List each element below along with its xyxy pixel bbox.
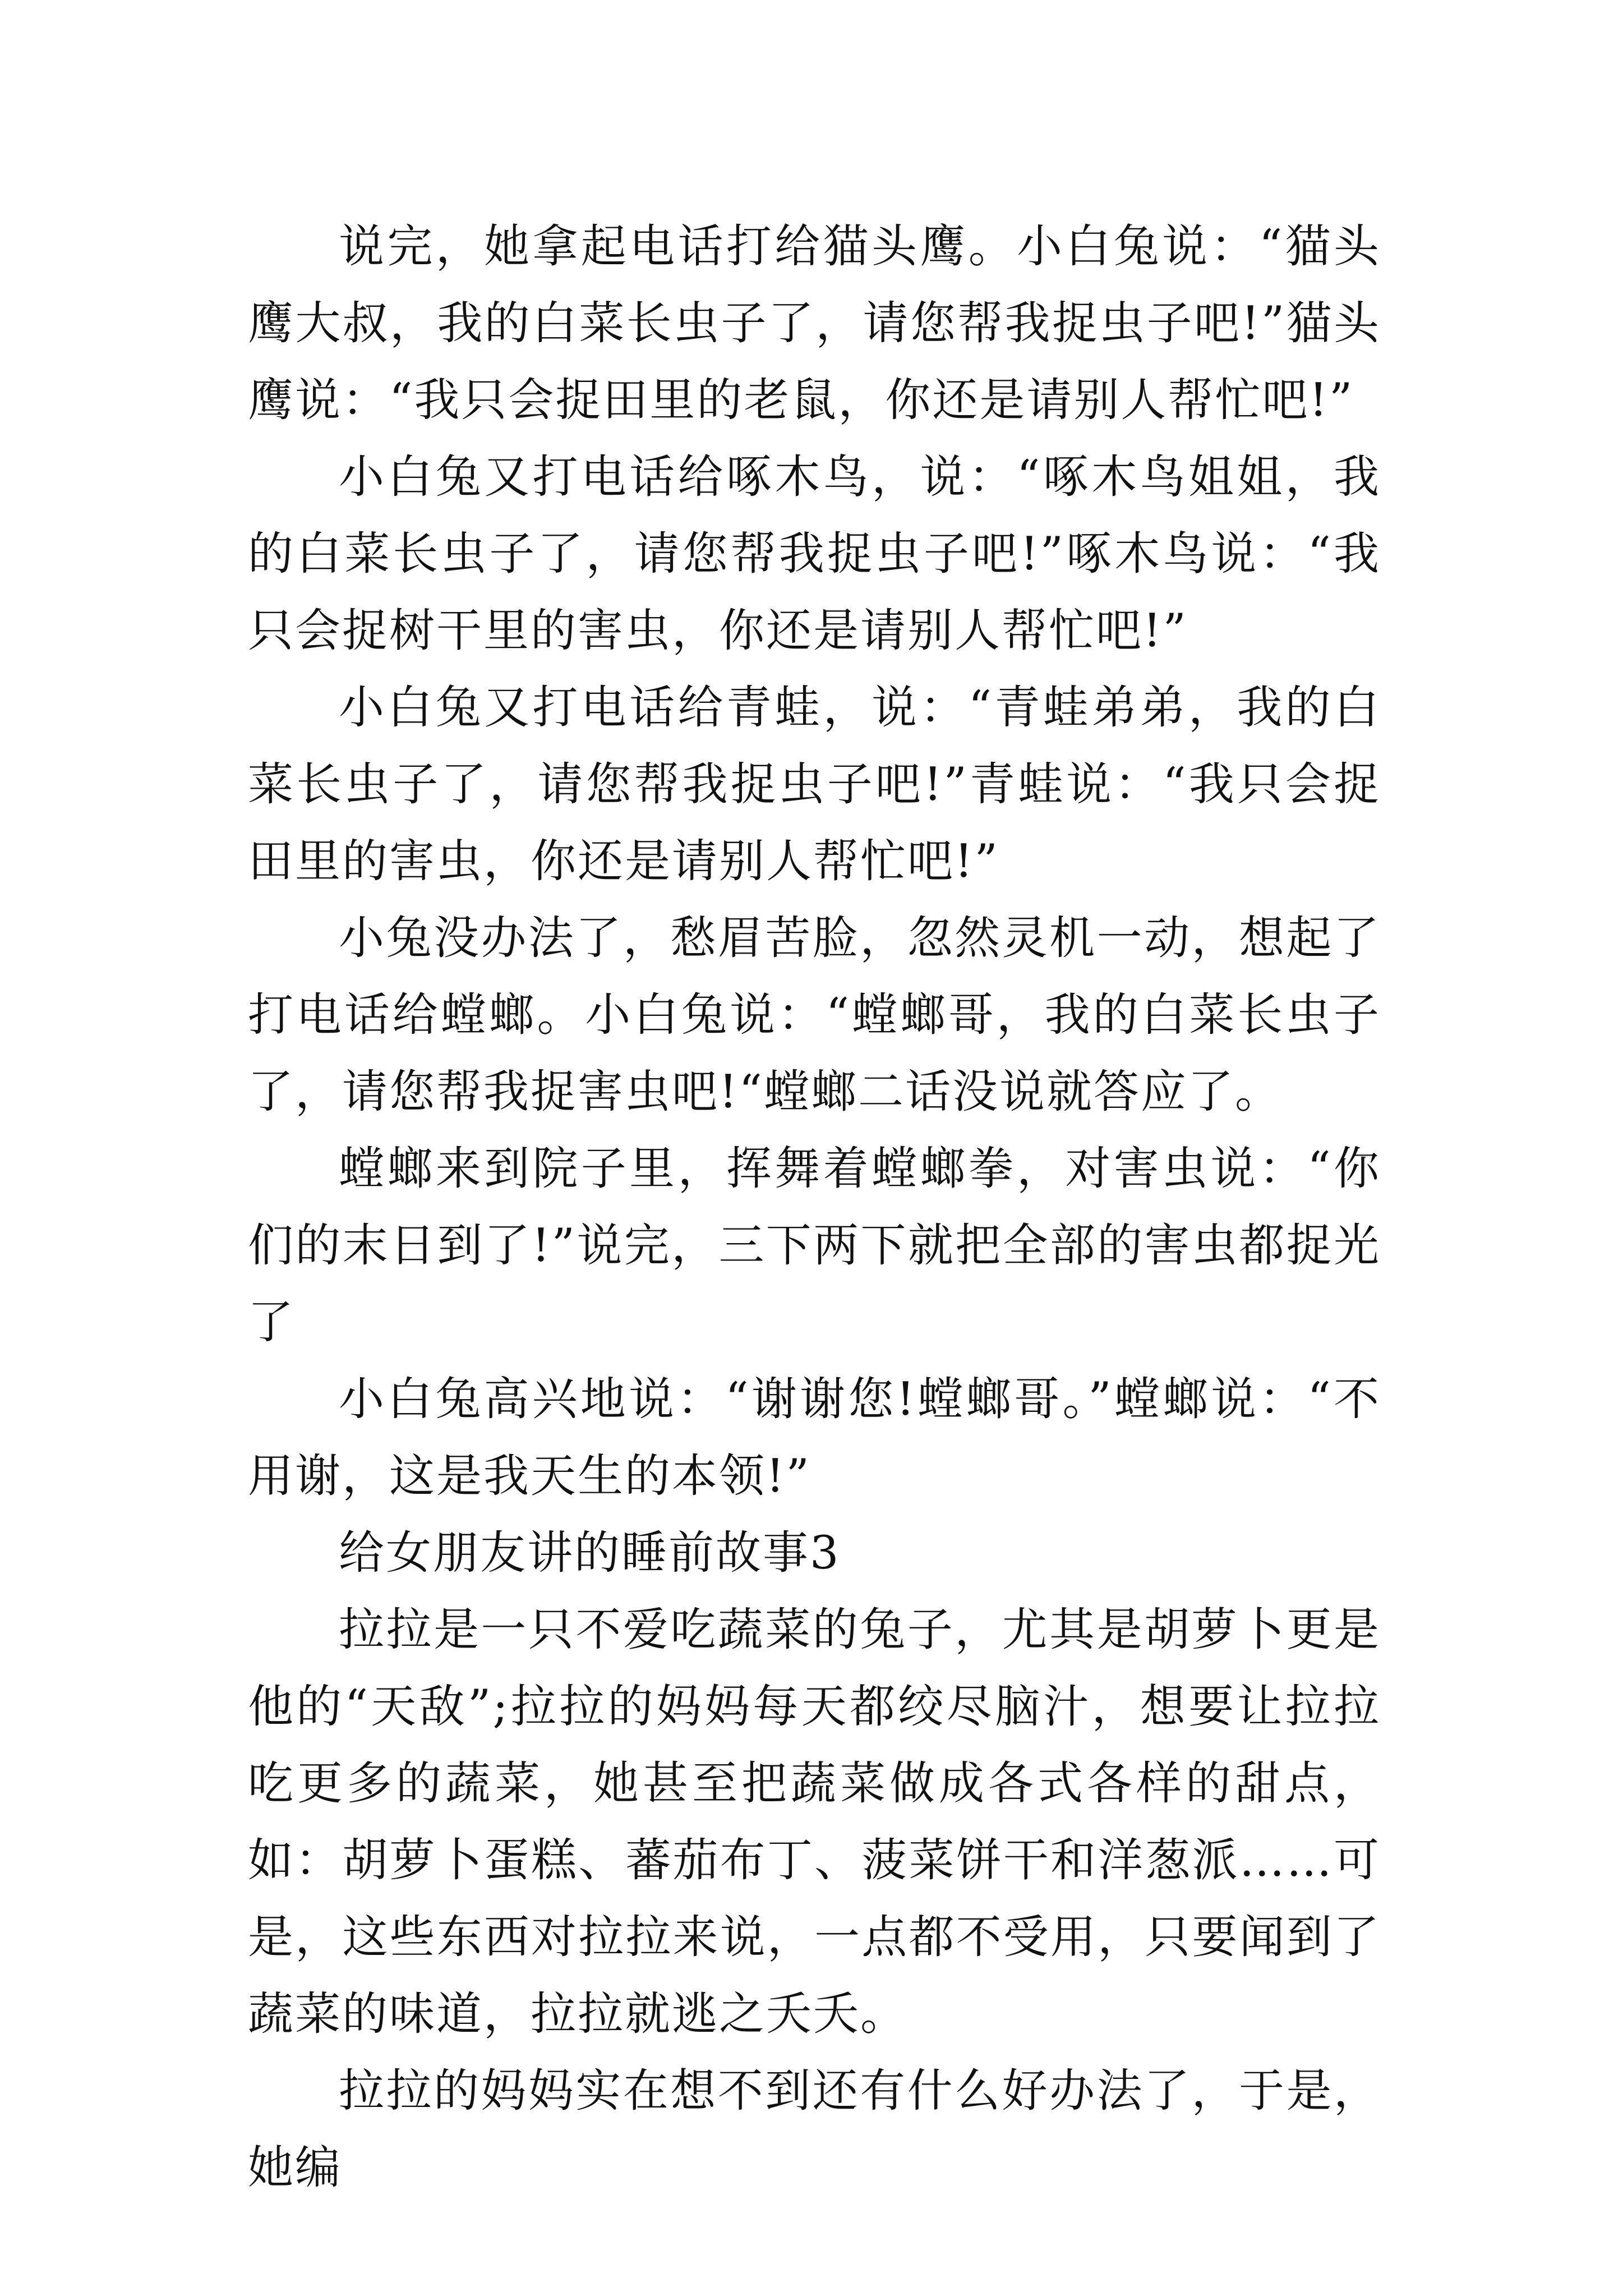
- paragraph: 螳螂来到院子里，挥舞着螳螂拳，对害虫说：“你们的末日到了!”说完，三下两下就把全部的害虫都捉光了: [248, 1143, 1381, 1349]
- paragraph: 拉拉的妈妈实在想不到还有什么好办法了，于是，她编: [248, 2065, 1381, 2194]
- document-body: [248, 209, 1381, 2207]
- paragraph: 小兔没办法了，愁眉苦脸，忽然灵机一动，想起了打电话给螳螂。小白兔说：“螳螂哥，我的白菜长虫子了，请您帮我捉害虫吧!“螳螂二话没说就答应了。: [248, 912, 1381, 1119]
- paragraph: 小白兔又打电话给啄木鸟，说：“啄木鸟姐姐，我的白菜长虫子了，请您帮我捉虫子吧!”啄木鸟说：“我只会捉树干里的害虫，你还是请别人帮忙吧!”: [248, 451, 1381, 657]
- paragraph: 小白兔又打电话给青蛙，说：“青蛙弟弟，我的白菜长虫子了，请您帮我捉虫子吧!”青蛙说：“我只会捉田里的害虫，你还是请别人帮忙吧!”: [248, 682, 1381, 888]
- paragraph: 拉拉是一只不爱吃蔬菜的兔子，尤其是胡萝卜更是他的“天敌”;拉拉的妈妈每天都绞尽脑汁，想要让拉拉吃更多的蔬菜，她甚至把蔬菜做成各式各样的甜点，如：胡萝卜蛋糕、蕃茄布丁、菠菜饼干和洋葱派……可是，这些东西对拉拉来说，一点都不受用，只要闻到了蔬菜的味道，拉拉就逃之夭夭。: [248, 1604, 1381, 2041]
- section-title: 给女朋友讲的睡前故事3: [339, 1527, 841, 1580]
- paragraph: 小白兔高兴地说：“谢谢您!螳螂哥。”螳螂说：“不用谢，这是我天生的本领!”: [248, 1373, 1381, 1503]
- paragraph: 说完，她拿起电话打给猫头鹰。小白兔说：“猫头鹰大叔，我的白菜长虫子了，请您帮我捉虫子吧!”猫头鹰说：“我只会捉田里的老鼠，你还是请别人帮忙吧!”: [248, 220, 1381, 427]
